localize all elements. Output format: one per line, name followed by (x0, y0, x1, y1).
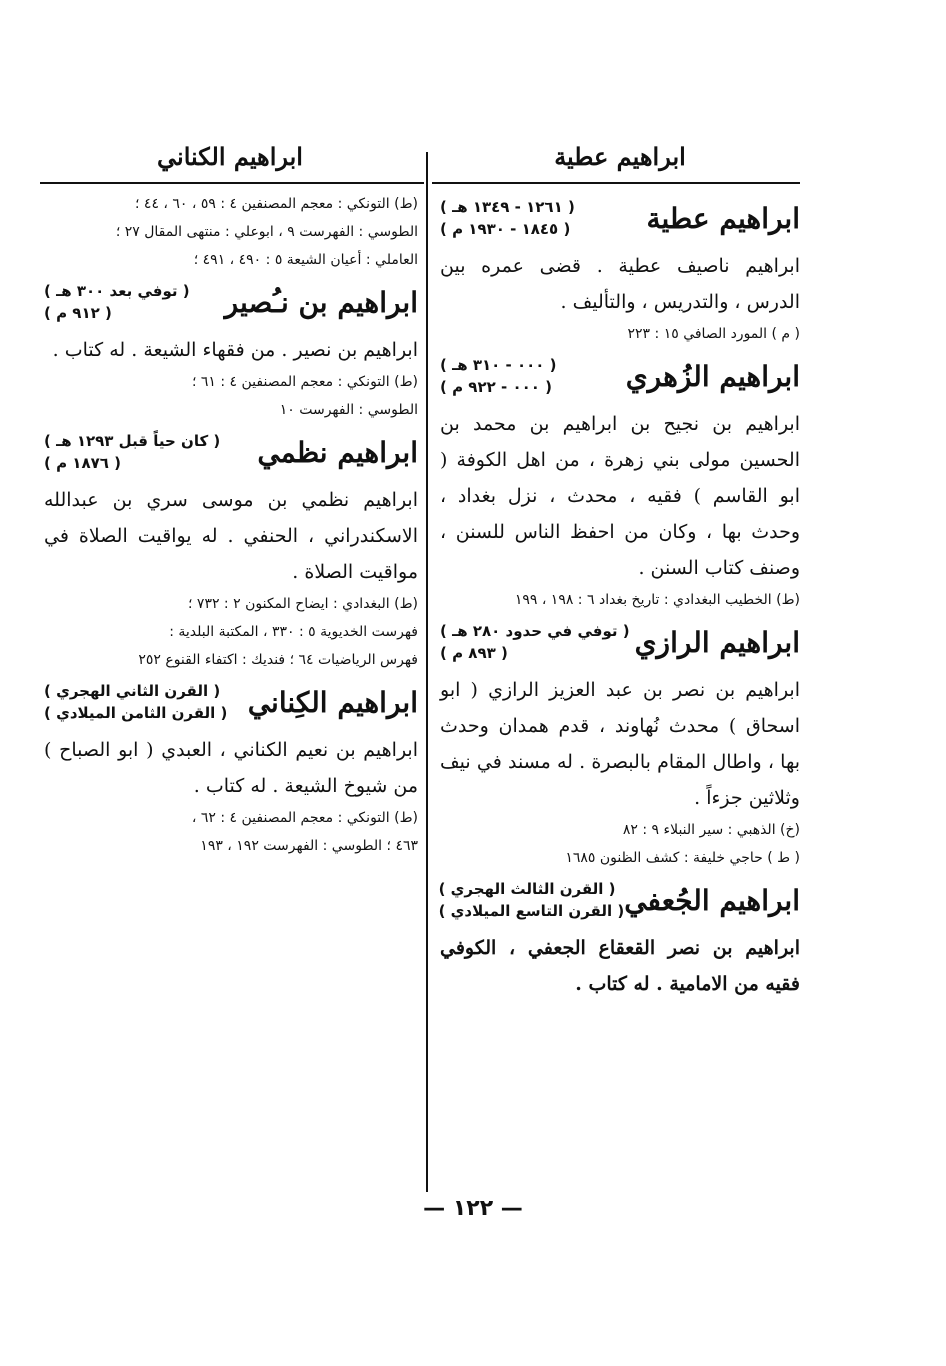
entry-reference: ( ط ) حاجي خليفة : كشف الظنون ١٦٨٥ (565, 850, 800, 866)
entry-reference: (ط) التونكي : معجم المصنفين ٤ : ٦٢ ، (191, 810, 418, 826)
entry-name: ابراهيم الجُعفي (624, 883, 800, 917)
entry-reference: (ط) البغدادي : ايضاح المكنون ٢ : ٧٣٢ ؛ (188, 596, 418, 612)
entry-reference: الطوسي : الفهرست ١٠ (279, 402, 418, 418)
entry-reference: (ط) التونكي : معجم المصنفين ٤ : ٥٩ ، ٦٠ ، ٤٤ ؛ (135, 196, 418, 212)
page-number: — ١٢٢ — (423, 1196, 523, 1221)
entry-reference: ٤٦٣ ؛ الطوسي : الفهرست ١٩٢ ، ١٩٣ (200, 838, 418, 854)
entry-reference: ( م ) المورد الصافي ١٥ : ٢٢٣ (627, 326, 800, 342)
right-column (440, 190, 800, 1008)
entry-body: ابراهيم ناصيف عطية . قضى عمره بين الدرس ، والتدريس ، والتأليف . (440, 255, 800, 313)
entry-body: ابراهيم بن نصر بن عبد العزيز الرازي ( ابو اسحاق ) محدث نُهاوند ، قدم همدان وحدث بها ، واطال المقام بالبصرة . له مسند في نيف وثلاثين جزءاً . (440, 679, 800, 809)
entry-reference: العاملي : أعيان الشيعة ٥ : ٤٩٠ ، ٤٩١ ؛ (193, 252, 418, 268)
entry-reference: الطوسي : الفهرست ٩ ، ابوعلي : منتهى المقال ٢٧ ؛ (115, 224, 418, 240)
entry-name: ابراهيم بن نـُصير (224, 285, 418, 319)
entry-name: ابراهيم عطية (646, 201, 800, 235)
entry (440, 620, 800, 872)
entry-dates: ( القرن الثاني الهجري ) ( القرن الثامن الميلادي ) (44, 682, 228, 722)
entry-name: ابراهيم الرازي (634, 625, 800, 659)
entry (440, 196, 800, 348)
entry-body: ابراهيم نظمي بن موسى سري بن عبدالله الاسكندراني ، الحنفي . له يواقيت الصلاة في مواقيت الصلاة . (44, 489, 418, 583)
entry-dates: ( ١٢٦١ - ١٣٤٩ هـ ) ( ١٨٤٥ - ١٩٣٠ م ) (440, 198, 575, 238)
entry-reference: (خ) الذهبي : سير النبلاء ٩ : ٨٢ (622, 822, 800, 838)
entry-reference: فهرس الرياضيات ٦٤ ؛ فنديك : اكتفاء القنوع ٢٥٢ (138, 652, 418, 668)
entry (440, 878, 800, 1002)
entry-dates: ( القرن الثالث الهجري ) ( القرن التاسع الميلادي ) (438, 880, 625, 920)
entry-body: ابراهيم بن نجيح بن ابراهيم بن محمد بن الحسين مولى بني زهرة ، من اهل الكوفة ( ابو القاسم ) فقيه ، محدث ، نزل بغداد ، وحدث بها ، وكان من احفظ الناس للسنن ، وصنف كتاب السنن . (440, 413, 800, 579)
entry (440, 354, 800, 614)
left-column-header: ابراهيم الكناني (157, 142, 303, 171)
entry (44, 280, 418, 424)
column-divider (426, 152, 428, 1192)
right-header-rule (432, 182, 800, 184)
entry-dates: ( ٠٠٠ - ٣١٠ هـ ) ( ٠٠٠ - ٩٢٢ م ) (440, 356, 557, 396)
entry-reference: (ط) التونكي : معجم المصنفين ٤ : ٦١ ؛ (191, 374, 418, 390)
entry-reference: (ط) الخطيب البغدادي : تاريخ بغداد ٦ : ١٩٨ ، ١٩٩ (514, 592, 800, 608)
entry (44, 430, 418, 674)
entry-continued (44, 190, 418, 274)
entry-name: ابراهيم الكِناني (247, 685, 418, 719)
left-column (44, 190, 418, 866)
entry-reference: فهرست الخديوية ٥ : ٣٣٠ ، المكتبة البلدية : (169, 624, 418, 640)
entry-body: ابراهيم بن نصير . من فقهاء الشيعة . له كتاب . (52, 339, 418, 361)
entry-dates: ( توفي بعد ٣٠٠ هـ ) ( ٩١٢ م ) (44, 282, 190, 322)
entry-name: ابراهيم نظمي (257, 435, 418, 469)
entry-body: ابراهيم بن نصر القعقاع الجعفي ، الكوفي فقيه من الامامية . له كتاب . (440, 937, 800, 995)
entry-dates: ( كان حياً قبل ١٢٩٣ هـ ) ( ١٨٧٦ م ) (44, 432, 221, 472)
entry-name: ابراهيم الزُهري (625, 359, 800, 393)
entry-body: ابراهيم بن نعيم الكناني ، العبدي ( ابو الصباح ) من شيوخ الشيعة . له كتاب . (44, 739, 418, 797)
left-header-rule (40, 182, 424, 184)
entry (44, 680, 418, 860)
right-column-header: ابراهيم عطية (554, 142, 686, 171)
entry-dates: ( توفي في حدود ٢٨٠ هـ ) ( ٨٩٣ م ) (440, 622, 630, 662)
